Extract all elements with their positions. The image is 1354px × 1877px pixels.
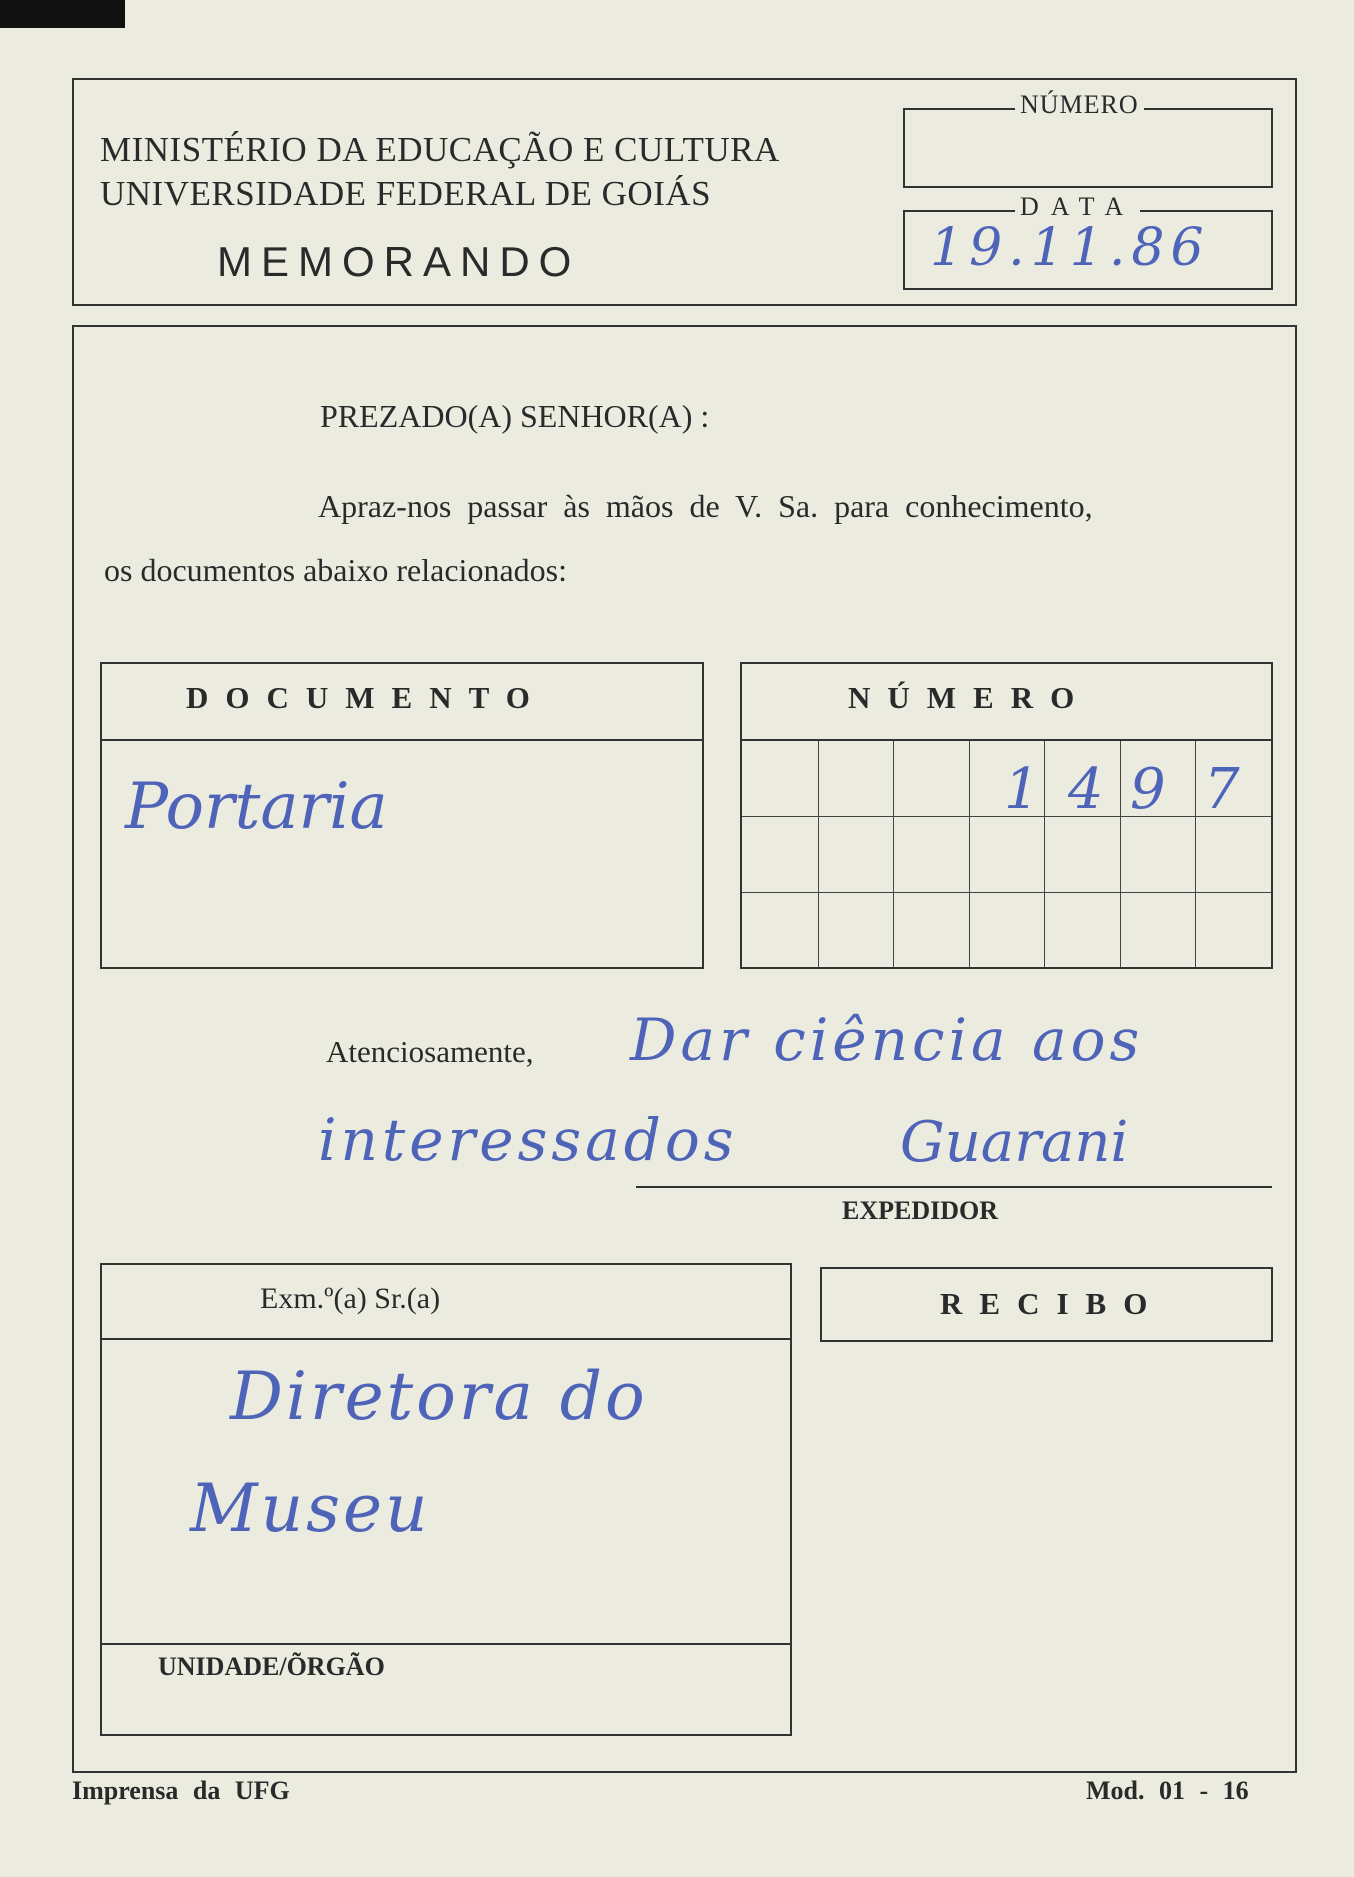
scan-corner-mark [0, 0, 125, 28]
paragraph-line-1: Apraz-nos passar às mãos de V. Sa. para conhecimento, [318, 488, 1093, 524]
numero-grid-cell [1120, 816, 1196, 891]
recipient-line-2[interactable]: Museu [190, 1470, 431, 1547]
numero-grid-cell [818, 816, 894, 891]
numero-grid-cell [969, 892, 1045, 967]
numero-grid-cell [1120, 892, 1196, 967]
data-label: DATA [1015, 192, 1140, 222]
numero-digit-1[interactable]: 1 [1004, 757, 1040, 822]
recipient-line-1[interactable]: Diretora do [230, 1358, 648, 1435]
numero-box [903, 108, 1273, 188]
salutation: PREZADO(A) SENHOR(A) : [320, 398, 710, 434]
university-title: UNIVERSIDADE FEDERAL DE GOIÁS [100, 174, 712, 213]
numero-digit-4[interactable]: 7 [1204, 757, 1240, 822]
documento-value[interactable]: Portaria [125, 770, 388, 844]
numero-header: NÚMERO [848, 680, 1092, 715]
numero-grid-cell [893, 892, 969, 967]
documento-header-divider [100, 739, 704, 741]
numero-grid-cell [1195, 816, 1271, 891]
numero-digit-3[interactable]: 9 [1130, 757, 1166, 822]
expedidor-signature: Guarani [900, 1110, 1129, 1175]
unidade-divider [100, 1643, 792, 1645]
handwritten-note-line-1: Dar ciência aos [630, 1006, 1144, 1074]
recibo-header: RECIBO [940, 1286, 1165, 1321]
numero-grid-cell [818, 892, 894, 967]
numero-digit-2[interactable]: 4 [1068, 757, 1104, 822]
numero-grid-cell [893, 741, 969, 816]
numero-grid-cell [742, 741, 818, 816]
recipient-header-divider [100, 1338, 792, 1340]
unidade-label: UNIDADE/ÕRGÃO [158, 1652, 385, 1681]
ministry-title: MINISTÉRIO DA EDUCAÇÃO E CULTURA [100, 130, 780, 169]
numero-grid-cell [1044, 892, 1120, 967]
recipient-header: Exm.º(a) Sr.(a) [260, 1282, 441, 1315]
numero-grid-cell [1044, 816, 1120, 891]
numero-grid-cell [742, 892, 818, 967]
handwritten-note-line-2: interessados [318, 1106, 738, 1174]
signature-line [636, 1186, 1272, 1188]
form-title: MEMORANDO [217, 238, 581, 285]
numero-grid-cell [1195, 892, 1271, 967]
numero-label: NÚMERO [1015, 90, 1144, 120]
numero-grid-cell [742, 816, 818, 891]
expedidor-label: EXPEDIDOR [842, 1196, 999, 1225]
numero-grid-cell [969, 816, 1045, 891]
paragraph-line-2: os documentos abaixo relacionados: [104, 552, 567, 588]
documento-header: DOCUMENTO [186, 680, 547, 715]
printer-credit: Imprensa da UFG [72, 1776, 290, 1805]
atenciosamente: Atenciosamente, [326, 1034, 534, 1069]
data-value[interactable]: 19.11.86 [930, 218, 1210, 278]
form-model: Mod. 01 - 16 [1086, 1776, 1249, 1805]
numero-grid-cell [818, 741, 894, 816]
numero-grid-cell [893, 816, 969, 891]
